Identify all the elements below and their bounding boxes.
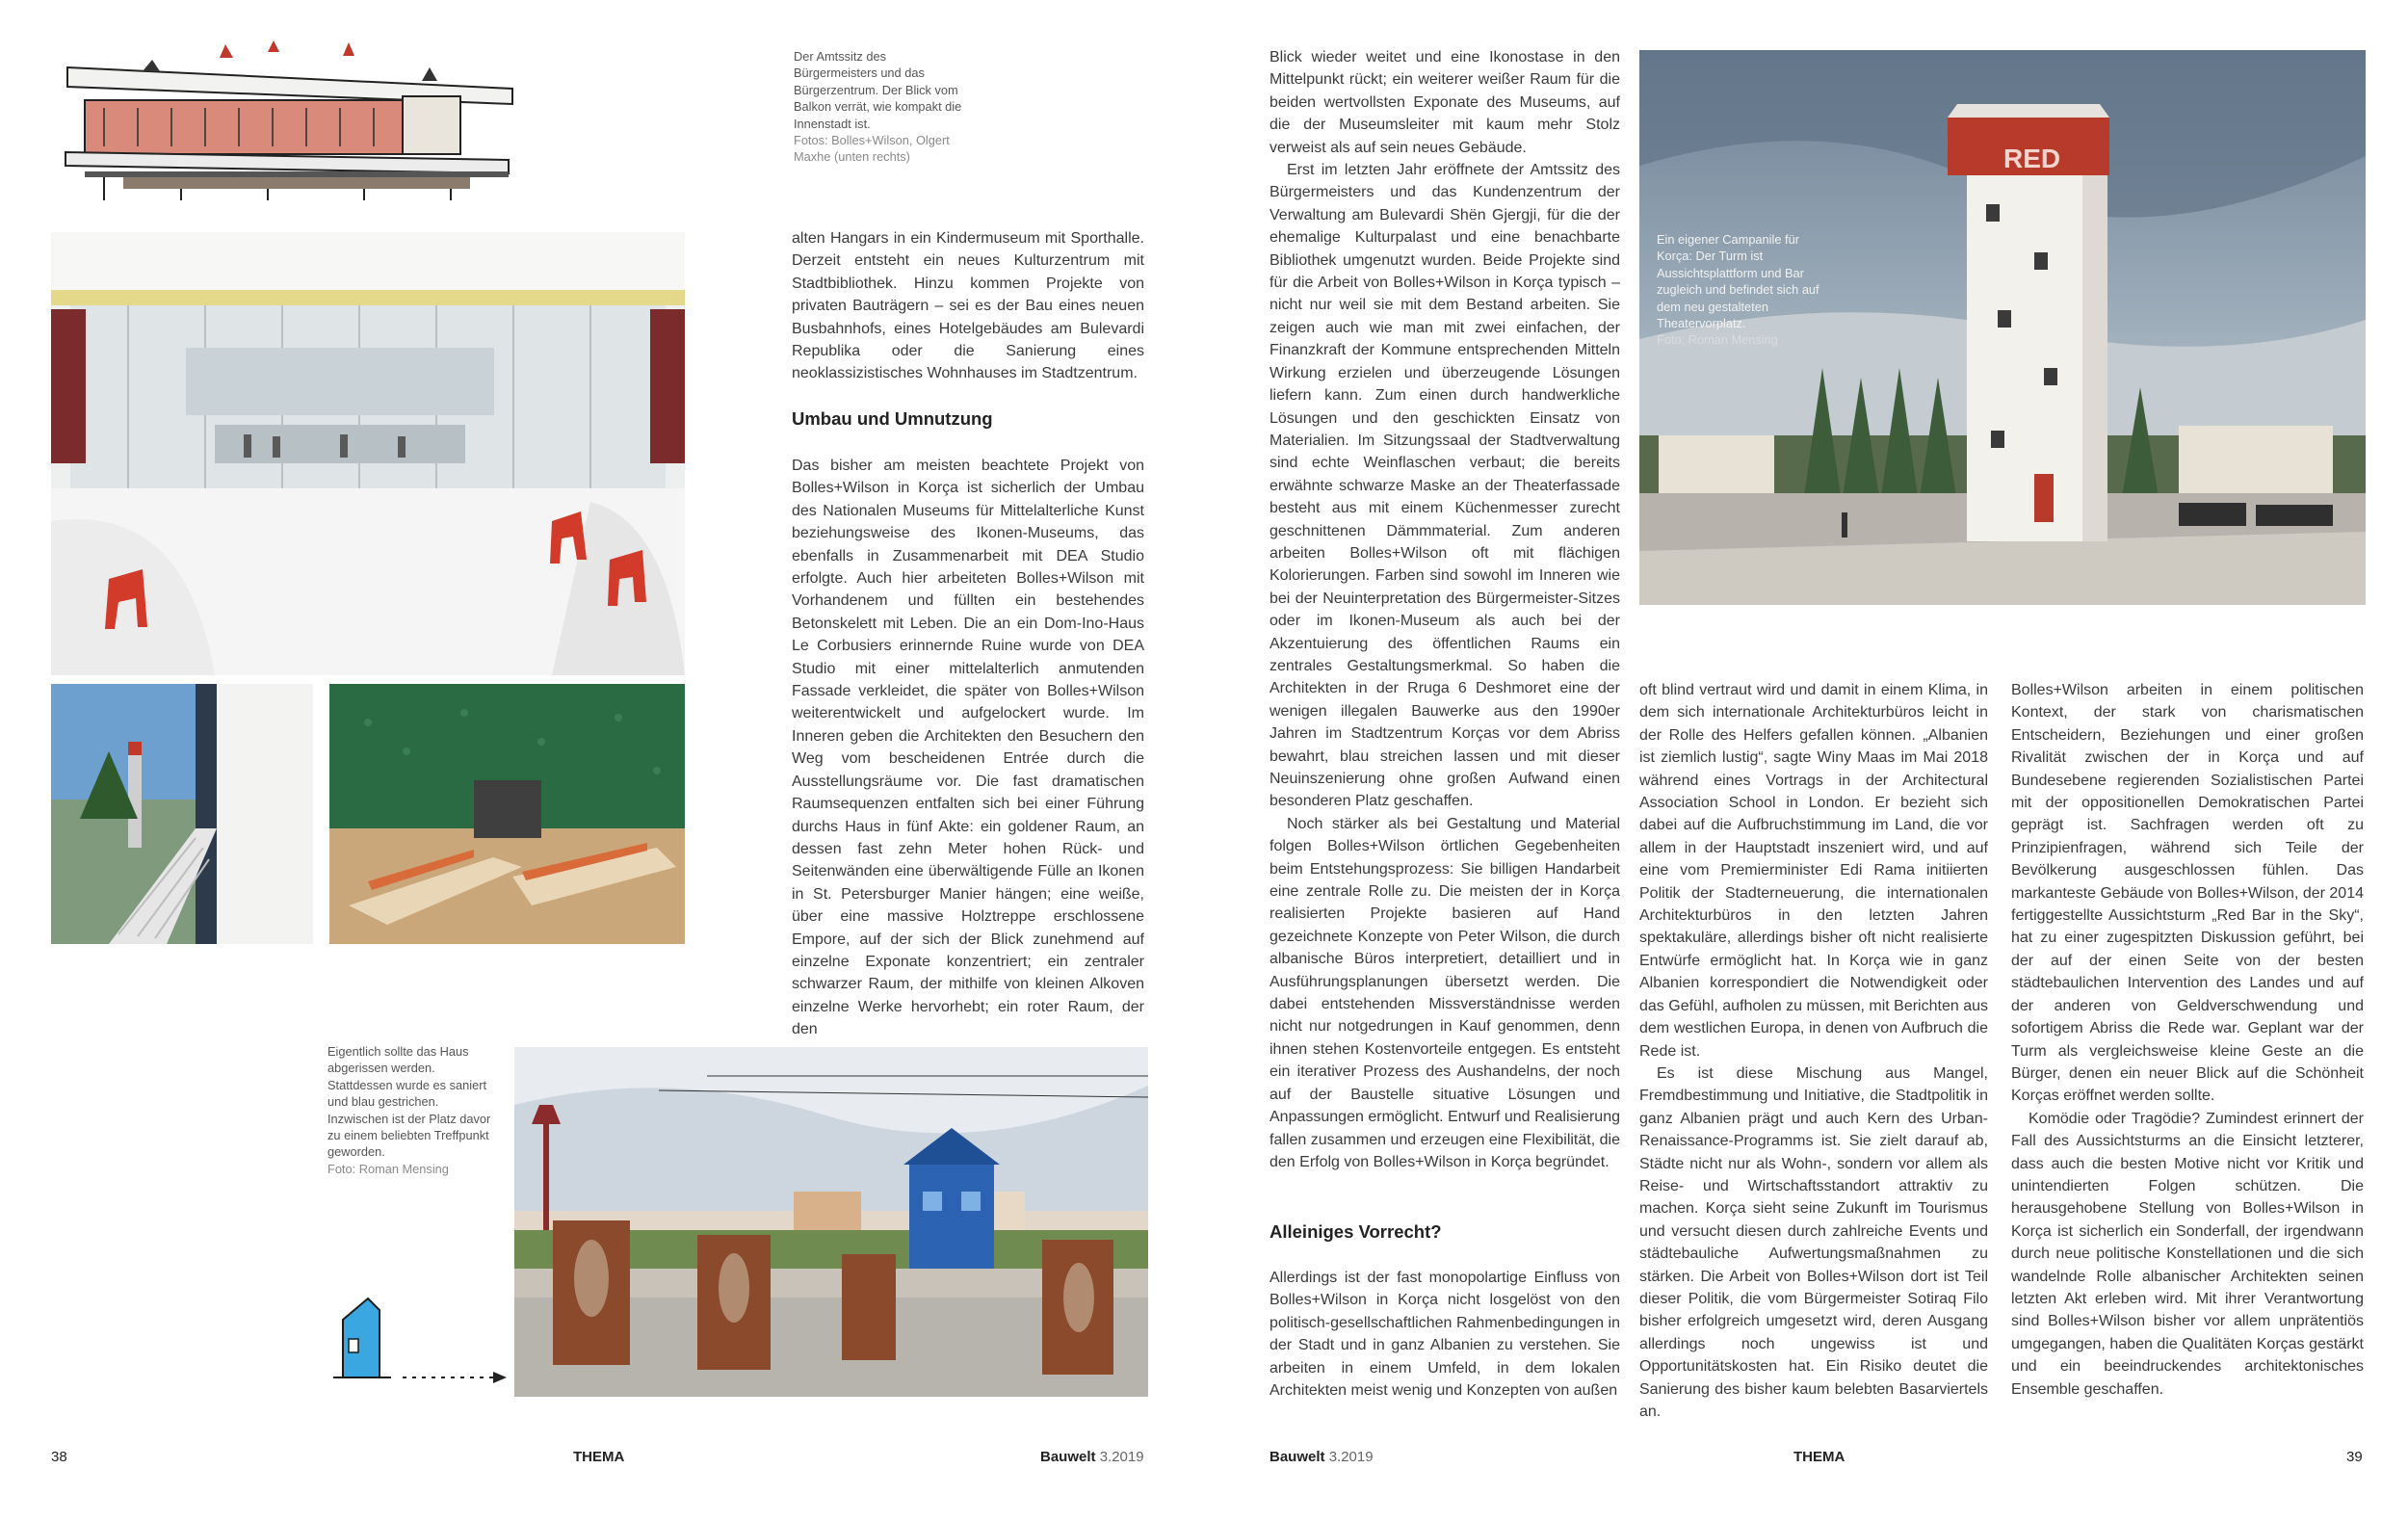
- tower-caption-credit: Foto: Roman Mensing: [1657, 332, 1778, 348]
- paragraph: Komödie oder Tragödie? Zumindest erinnert der Fall des Aussichtsturms an die Einsicht letzterer, dass auch die besten Motive nicht vor Kritik und unintendierten Folgen schützen. Die herausgehobene Stellung von Bolles+Wilson in Korça ist sicherlich ein Sonderfall, der irgendwann durch neue politische Konstellationen und die sich wandelnde Rolle albanischer Architekten seinen letzten Akt erleben wird. Mit ihrer Verantwortung sind Bolles+Wilson bisher vor allem unprätentiös umgegangen, haben die Qualitäten Korças gestärkt und ein beeindruckendes architektonisches Ensemble geschaffen.: [2011, 1110, 2364, 1398]
- right-section-label: [1793, 1449, 1845, 1465]
- paragraph: Das bisher am meisten beachtete Projekt von Bolles+Wilson in Korça ist sicherlich der Umbau des Nationalen Museums für Mittelalterliche Kunst beziehungsweise des Ikonen-Museums, das ebenfalls in Zusammenarbeit mit DEA Studio erfolgte. Auch hier arbeiteten Bolles+Wilson mit Vorhandenem und füllten ein bestehendes Betonskelett mit Leben. Die an ein Dom-Ino-Haus Le Corbusiers erinnernde Ruine wurde von DEA Studio mit einer mittelalterlich anmutenden Fassade verkleidet, die später von Bolles+Wilson weiterentwickelt und aufgelockert wurde. Im Inneren geben die Architekten den Besuchern den Weg vom bescheidenen Entrée durch die Ausstellungsräume vor. Die fast dramatischen Raumsequenzen entfalten sich bei einer Führung durchs Haus in fünf Akte: ein goldener Raum, an dessen fast zehn Meter hohen Rück- und Seitenwänden eine überwältigende Fülle an Ikonen in St. Petersburger Manier hängen; eine weiße, über eine massive Holztreppe erschlossene Empore, auf der sich der Blick zunehmend auf einzelne Exponate konzentriert; ein zentraler schwarzer Raum, der mithilfe von kleinen Alkoven einzelne Werke hervorhebt; ein roter Raum, der den: [792, 458, 1144, 1038]
- paragraph: Bolles+Wilson arbeiten in einem politischen Kontext, der stark von charismatischen Entscheidern, Beziehungen und einer großen Rivalität zwischen der in Korça und auf Bundesebene regierenden Sozialistischen Partei mit der oppositionellen Demokratischen Partei geprägt ist. Sachfragen werden oft zu Prinzipienfragen, während sich Teile der Bevölkerung ausgeschlossen fühlen. Das markanteste Gebäude von Bolles+Wilson, der 2014 fertiggestellte Aussichtsturm „Red Bar in the Sky“, hat zu einer zugespitzten Diskussion geführt, bei der auf der einen Seite von der besten städtebaulichen Intervention des Landes und auf der anderen von Geldverschwendung und sofortigem Abriss die Rede war. Geplant war der Turm als vergleichsweise kleine Geste an die Bürger, denen ein neuer Blick auf die Schönheit Korças eröffnet werden sollte.: [2011, 682, 2364, 1105]
- paragraph: Allerdings ist der fast monopolartige Einfluss von Bolles+Wilson in Korça nicht losgelöst von den politisch-gesellschaftlichen Rahmenbedingungen in der Stadt und in ganz Albanien zu verstehen. Sie arbeiten in einem Umfeld, in dem lokalen Architekten meist wenig und Konzepten von außen: [1269, 1270, 1620, 1400]
- top-caption-text: Der Amtssitz des Bürgermeisters und das Bürgerzentrum. Der Blick vom Balkon verrät, wie kompakt die Innenstadt ist.: [794, 49, 962, 131]
- paragraph: Noch stärker als bei Gestaltung und Material folgen Bolles+Wilson örtlichen Gegebenheiten beim Entstehungsprozess: Sie billigen Handarbeit eine zentrale Rolle zu. Die meisten der in Korça realisierten Projekte basieren auf Hand gezeichnete Konzepte von Peter Wilson, die durch albanische Büros interpretiert, detailliert und in Ausführungsplanungen übersetzt werden. Die dabei entstehenden Missverständnisse werden nicht nur notgedrungen in Kauf genommen, denn ihnen stehen Kostenvorteile entgegen. Es entsteht ein iterativer Prozess des Aushandelns, der noch auf der Baustelle situative Lösungen und Anpassungen ermöglicht. Entwurf und Realisierung fallen zusammen und erzeugen eine Flexibilität, die den Erfolg von Bolles+Wilson in Korça begründet.: [1269, 815, 1620, 1170]
- left-column-intro: [792, 227, 1144, 385]
- paragraph: Es ist diese Mischung aus Mangel, Fremdbestimmung und Initiative, die Stadtpolitik in ganz Albanien prägt und auch Kern des Urban-Renaissance-Programms ist. Sie zielt darauf ab, Städte nicht nur als Wohn-, sondern vor allem als Reise- und Wirtschaftsstandort attraktiv zu machen. Korça sieht seine Zukunft im Tourismus und versucht diesen durch zahlreiche Events und städtebauliche Aufwertungsmaßnahmen zu stärken. Die Arbeit von Bolles+Wilson dort ist Teil dieser Politik, die vom Bürgermeister Sotiraq Filo bisher erfolgreich umgesetzt wird, deren Ausgang allerdings noch ungewiss ist und Opportunitätskosten hat. Ein Risiko deutet die Sanierung des bisher kaum belebten Basarviertels an.: [1639, 1064, 1988, 1420]
- left-section-label: [573, 1449, 624, 1465]
- top-caption-credit: Fotos: Bolles+Wilson, Olgert Maxhe (unten rechts): [794, 133, 950, 165]
- building-sketch: [46, 39, 528, 207]
- right-column-1: [1269, 46, 1620, 1173]
- tower-caption-text: Ein eigener Campanile für Korça: Der Turm ist Aussichtsplattform und Bar zugleich und befindet sich auf dem neu gestalteten Theatervorplatz.: [1657, 232, 1819, 331]
- tower-caption: [1657, 231, 1832, 349]
- magazine-name: Bauwelt: [1040, 1449, 1096, 1465]
- council-chamber-photo: [329, 684, 685, 944]
- paragraph: Erst im letzten Jahr eröffnete der Amtssitz des Bürgermeisters und das Kundenzentrum der Verwaltung am Bulevardi Shën Gjergji, für die der ehemalige Kulturpalast und eine benachbarte Bibliothek umgenutzt wurden. Beide Projekte sind für die Arbeit von Bolles+Wilson in Korça typisch – nicht nur weil sie mit dem Bestand arbeiten. Sie zeigen auch wie man mit zwei einfachen, der Finanzkraft der Kommune entsprechenden Mitteln Wirkung erzielen und überzeugende Lösungen liefern kann. Zum einen durch handwerkliche Lösungen und den geschickten Einsatz von Materialien. Im Sitzungssaal der Stadtverwaltung sind echte Weinflaschen verbaut; die bereits erwähnte schwarze Maske an der Theaterfassade besteht aus mit einem Küchenmesser zurecht geschnittenen Dämmmaterial. Zum anderen arbeiten Bolles+Wilson oft mit flächigen Kolorierungen. Farben sind sowohl im Inneren wie bei der Neuinterpretation des Bürgermeister-Sitzes oder im Ikonen-Museum als auch bei der Akzentuierung des öffentlichen Raums ein zentrales Gestaltungsmerkmal. So haben die Architekten in der Rruga 6 Deshmoret eine der wenigen illegalen Bauwerke aus den 1990er Jahren im Stadtzentrum Korças vor dem Abriss bewahrt, blau streichen lassen und mit dieser Neuinszenierung ohne großen Aufwand einen besonderen Platz geschaffen.: [1269, 162, 1620, 810]
- section-label-text: THEMA: [573, 1449, 625, 1465]
- bottom-caption: [327, 1043, 501, 1177]
- right-column-2: [1639, 679, 1988, 1423]
- section-heading-vorrecht: Alleiniges Vorrecht?: [1269, 1221, 1442, 1242]
- magazine-issue: 3.2019: [1328, 1449, 1374, 1465]
- paragraph: Blick wieder weitet und eine Ikonostase in den Mittelpunkt rückt; ein weiterer weißer Raum für die beiden wertvollsten Exponate des Museums, auf die der Museumsleiter mit kaum mehr Stolz verweist als auf sein neues Gebäude.: [1269, 49, 1620, 156]
- right-column-1-bottom: [1269, 1267, 1620, 1402]
- balcony-photo: [51, 684, 313, 944]
- bottom-caption-credit: Foto: Roman Mensing: [327, 1161, 449, 1176]
- paragraph: alten Hangars in ein Kindermuseum mit Sporthalle. Derzeit entsteht ein neues Kulturzentrum mit Stadtbibliothek. Hinzu kommen Projekte von privaten Bauträgern – sei es der Bau eines neuen Busbahnhofs, eines Hotelgebäudes am Bulevardi Republika oder die Sanierung eines neoklassizistisches Wohnhauses im Stadtzentrum.: [792, 230, 1144, 382]
- plaza-photo: [514, 1047, 1148, 1397]
- right-page-number: 39: [2346, 1449, 2363, 1465]
- magazine-issue: 3.2019: [1099, 1449, 1144, 1465]
- blue-house-sketch: [324, 1281, 512, 1397]
- right-magazine-label: [1269, 1449, 1374, 1465]
- paragraph: oft blind vertraut wird und damit in einem Klima, in dem sich internationale Architekturbüros leicht in der Rolle des Helfers gefallen können. „Albanien ist ziemlich lustig“, sagte Winy Maas im Mai 2018 während eines Vortrags in der Architectural Association School in London. Er bezieht sich dabei auf die Aufbruchstimmung im Land, die vor allem in der Hauptstadt inszeniert wird, und auf eine vom Premierminister Edi Rama initiierten Politik der Stadterneuerung, die internationalen Architekturbüros in den letzten Jahren spektakuläre, allerdings bisher oft nicht realisierte Entwürfe ermöglicht hat. In Korça wie in ganz Albanien korrespondiert die Notwendigkeit oder das Gefühl, aufholen zu müssen, mit Berichten aus dem westlichen Europa, in denen von Aufbruch die Rede ist.: [1639, 682, 1988, 1060]
- bottom-caption-text: Eigentlich sollte das Haus abgerissen werden. Stattdessen wurde es saniert und blau gestrichen. Inzwischen ist der Platz davor zu einem beliebten Treffpunkt geworden.: [327, 1044, 491, 1160]
- magazine-name: Bauwelt: [1269, 1449, 1325, 1465]
- right-column-3: [2011, 679, 2364, 1401]
- interior-photo: [51, 232, 685, 675]
- left-magazine-label: [1040, 1449, 1144, 1465]
- section-label-text: THEMA: [1793, 1449, 1845, 1465]
- left-column-main: [792, 455, 1144, 1041]
- top-caption: [794, 48, 971, 166]
- left-page-number: 38: [51, 1449, 67, 1465]
- section-heading-umbau: Umbau und Umnutzung: [792, 408, 993, 429]
- tower-sign-text: RED: [2003, 144, 2061, 173]
